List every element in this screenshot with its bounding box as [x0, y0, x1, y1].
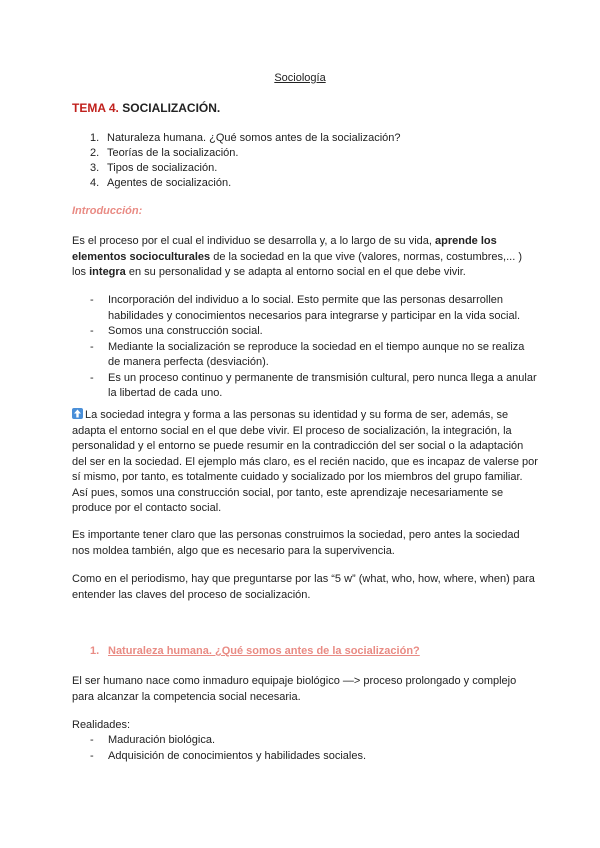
list-item: - Somos una construcción social. — [90, 325, 263, 337]
toc-item-label: Tipos de socialización. — [107, 162, 218, 174]
section-heading: 1. Naturaleza humana. ¿Qué somos antes de la socialización? — [90, 645, 420, 657]
nature-paragraph: El ser humano nace como inmaduro equipaje biológico —> proceso prolongado y complejo para alcanzar la competencia social necesaria. — [72, 675, 517, 703]
toc-item-label: Agentes de socialización. — [107, 177, 232, 189]
list-item: - Maduración biológica. — [90, 734, 216, 746]
bold-term: aprende los elementos socioculturales — [72, 235, 497, 263]
toc-item: 4. Agentes de socialización. — [90, 177, 232, 189]
bold-term: integra — [89, 266, 126, 278]
toc-item: 2. Teorías de la socialización. — [90, 147, 239, 159]
intro-paragraph: Es el proceso por el cual el individuo se desarrolla y, a lo largo de su vida, aprende los elementos socioculturales de la sociedad en la que vive (valores, normas, costumbres,... ) los integra en su personalidad y se adapta al entorno social en el que debe vivir. — [72, 235, 522, 278]
intro-label: Introducción: — [72, 205, 143, 217]
list-item: - Adquisición de conocimientos y habilidades sociales. — [90, 749, 367, 762]
toc-item-label: Naturaleza humana. ¿Qué somos antes de la socialización? — [107, 132, 401, 144]
toc-item-label: Teorías de la socialización. — [107, 147, 239, 159]
society-paragraph: La sociedad integra y forma a las personas su identidad y su forma de ser, además, se adapta el entorno social en el que debe vivir. El proceso de socialización, la integración, la personalidad y el entorno se puede resumir en la contradicción del ser social o la adaptación del ser en la sociedad. El ejemplo más claro, es el recién nacido, que es incapaz de valerse por sí mismo, por tanto, es totalmente cuidado y socializado por los miembros del grupo familiar. Así pues, somos una construcción social, por tanto, este aprendizaje necesariamente se produce por el contacto social. — [72, 409, 538, 514]
toc-item: 1. Naturaleza humana. ¿Qué somos antes de la socialización? — [90, 132, 401, 144]
topic-heading — [72, 101, 220, 115]
topic-number: TEMA 4. — [72, 101, 119, 115]
toc-item: 3. Tipos de socialización. — [90, 162, 218, 174]
journalism-paragraph: Como en el periodismo, hay que preguntarse por las “5 w” (what, who, how, where, when) para entender las claves del proceso de socialización. — [72, 573, 535, 601]
list-item: - Incorporación del individuo a lo social. Esto permite que las personas desarrollen habilidades y conocimientos necesarios para integrarse y participar en la vida social. — [90, 294, 521, 322]
realities-label: Realidades: — [72, 719, 131, 731]
list-item: - Mediante la socialización se reproduce la sociedad en el tiempo aunque no se realiza de manera perfecta (desviación). — [90, 340, 525, 368]
important-paragraph: Es importante tener claro que las personas construimos la sociedad, pero antes la sociedad nos moldea también, algo que es necesario para la supervivencia. — [72, 529, 520, 557]
realities-list — [90, 733, 538, 764]
table-of-contents — [90, 131, 401, 191]
intro-bullet-list — [90, 293, 538, 402]
list-item: - Es un proceso continuo y permanente de transmisión cultural, pero nunca llega a anular la libertad de cada uno. — [90, 371, 537, 399]
topic-title: SOCIALIZACIÓN. — [118, 101, 221, 115]
up-arrow-icon — [72, 408, 83, 419]
document-title: Sociología — [274, 72, 326, 84]
